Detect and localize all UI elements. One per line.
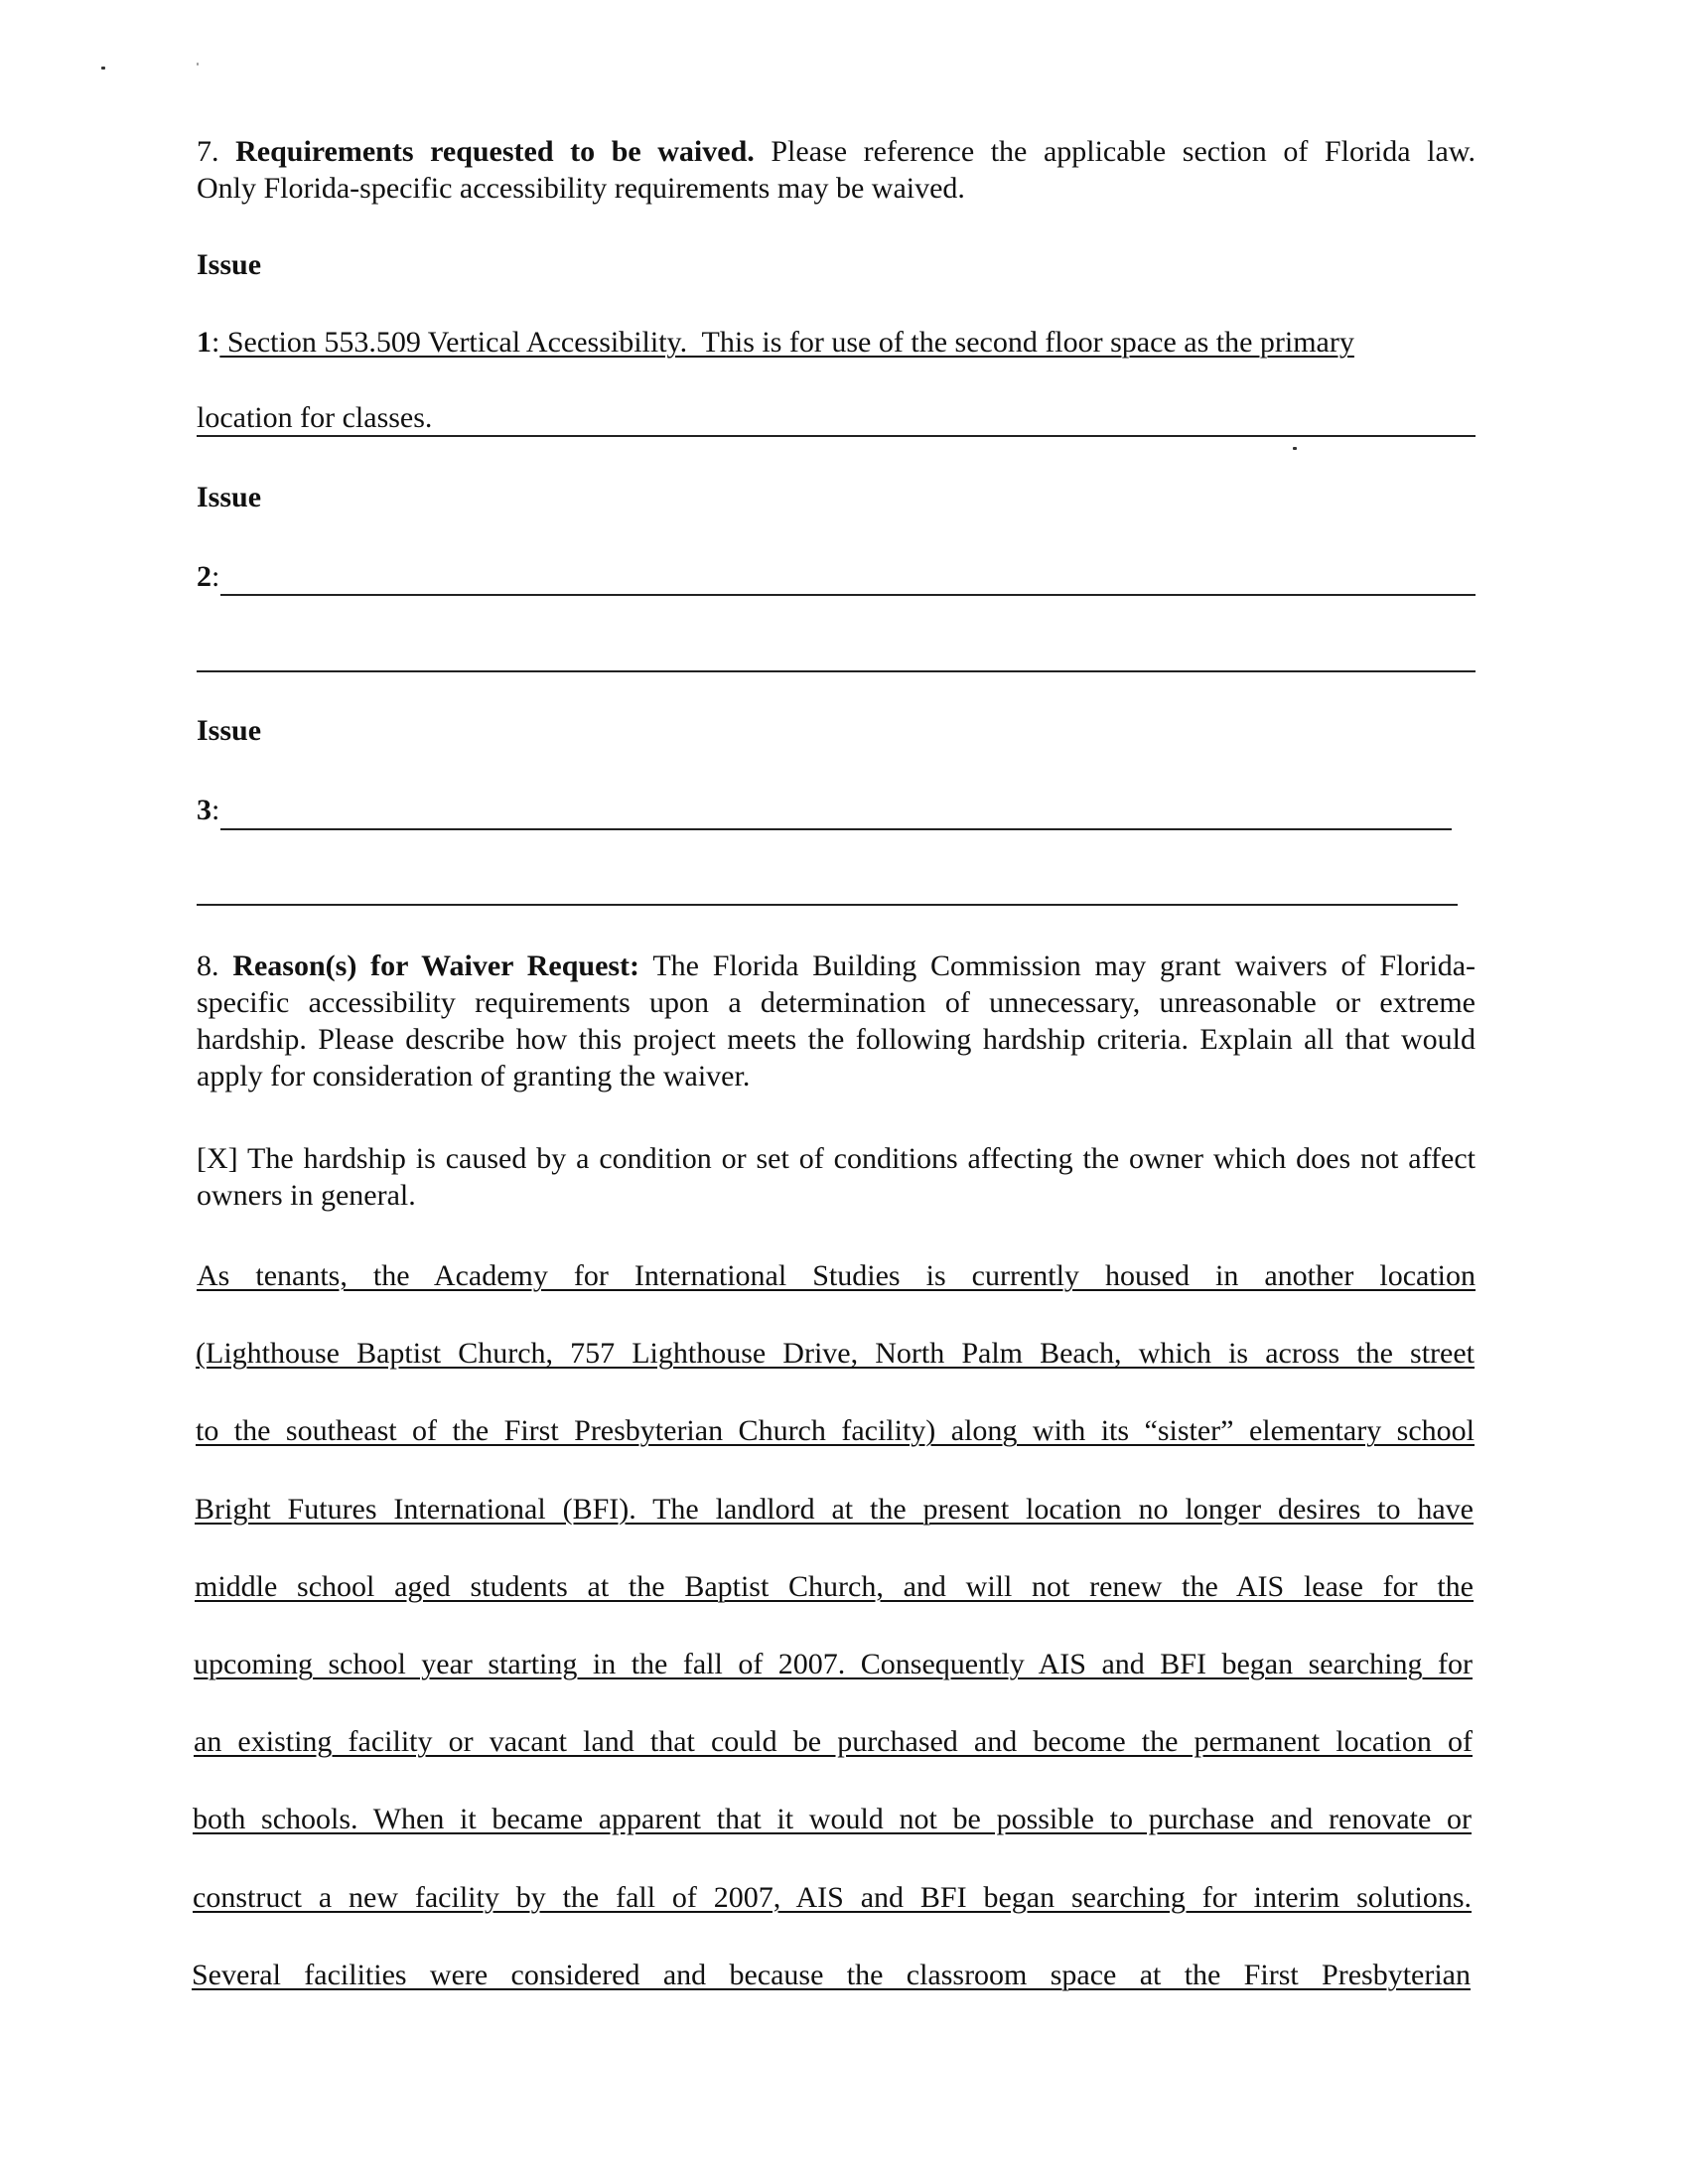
explanation-line (194, 1723, 1473, 1760)
explanation-line (195, 1491, 1474, 1528)
issue-3-field-line1[interactable] (220, 828, 1452, 830)
explanation-line-text: Several facilities were considered and because the classroom space at the First Presbyterian (192, 1958, 1471, 1991)
explanation-line (192, 1957, 1471, 1993)
hardship-criterion (197, 1140, 1476, 1214)
issue-1-underline (197, 435, 1476, 437)
criterion-text: The hardship is caused by a condition or set of conditions affecting the owner which does not affect owners in general. (197, 1142, 1476, 1212)
explanation-line (197, 1257, 1476, 1294)
issue-3-label: Issue (197, 714, 262, 747)
section-8-heading: Reason(s) for Waiver Request: (232, 949, 640, 982)
explanation-line (194, 1646, 1473, 1682)
explanation-line (196, 1412, 1475, 1449)
explanation-line-text: Bright Futures International (BFI). The landlord at the present location no longer desires to have (195, 1492, 1474, 1526)
issue-3-row (197, 792, 219, 828)
explanation-line (193, 1801, 1472, 1837)
explanation-line (195, 1568, 1474, 1605)
section-7-line2: Only Florida-specific accessibility requirements may be waived. (197, 172, 965, 205)
explanation-line-text: As tenants, the Academy for International Studies is currently housed in another location (197, 1259, 1476, 1292)
issue-1-field-line2[interactable] (197, 399, 432, 436)
explanation-line-text: (Lighthouse Baptist Church, 757 Lighthouse Drive, North Palm Beach, which is across the street (196, 1337, 1475, 1371)
scan-speck (197, 63, 199, 66)
explanation-line-text: an existing facility or vacant land that could be purchased and become the permanent location of (194, 1725, 1473, 1759)
section-8 (197, 947, 1476, 1094)
section-7-text: Please reference the applicable section of Florida law. (771, 135, 1477, 168)
section-7-line1 (197, 133, 1476, 170)
scan-speck (1293, 447, 1297, 450)
issue-1-line2-text: location for classes. (197, 401, 433, 434)
explanation-line-text: upcoming school year starting in the fall of 2007. Consequently AIS and BFI began searching for (194, 1648, 1473, 1680)
explanation-line (196, 1335, 1475, 1372)
issue-1-row (197, 324, 1476, 361)
section-8-text: The Florida Building Commission may grant waivers of Florida-specific accessibility requirements upon a determination of unnecessary, unreasonable or extreme hardship. Please describe how this project meets the following hardship criteria. Explain all that would apply for consideration of granting the waiver. (197, 949, 1476, 1092)
section-7-number: 7. (197, 135, 219, 168)
criterion-checkbox[interactable]: [X] (197, 1142, 238, 1175)
explanation-line-text: middle school aged students at the Baptist Church, and will not renew the AIS lease for the (195, 1569, 1474, 1603)
explanation-line (193, 1879, 1472, 1916)
issue-2-number: 2 (197, 560, 211, 593)
issue-1-label: Issue (197, 248, 262, 281)
issue-1-colon: : (211, 326, 220, 359)
explanation-line-text: both schools. When it became apparent that it would not be possible to purchase and renovate or (193, 1803, 1472, 1836)
issue-2-row (197, 558, 219, 595)
explanation-line-text: construct a new facility by the fall of 2007, AIS and BFI began searching for interim solutions. (193, 1880, 1472, 1914)
section-7-heading: Requirements requested to be waived. (235, 135, 755, 168)
issue-2-field-line1[interactable] (220, 594, 1476, 596)
issue-2-label: Issue (197, 481, 262, 513)
section-7 (197, 133, 1476, 207)
issue-2-colon: : (211, 560, 220, 593)
issue-2-field-line2[interactable] (197, 670, 1476, 672)
issue-1-number: 1 (197, 326, 211, 359)
issue-3-field-line2[interactable] (197, 904, 1458, 906)
issue-3-number: 3 (197, 794, 211, 826)
issue-3-colon: : (211, 794, 220, 826)
section-8-number: 8. (197, 949, 219, 982)
issue-1-field-line1[interactable]: Section 553.509 Vertical Accessibility. This is for use of the second floor space as the primary (219, 326, 1354, 359)
scan-speck (101, 67, 105, 70)
explanation-line-text: to the southeast of the First Presbyterian Church facility) along with its “sister” elementary school (196, 1414, 1475, 1448)
